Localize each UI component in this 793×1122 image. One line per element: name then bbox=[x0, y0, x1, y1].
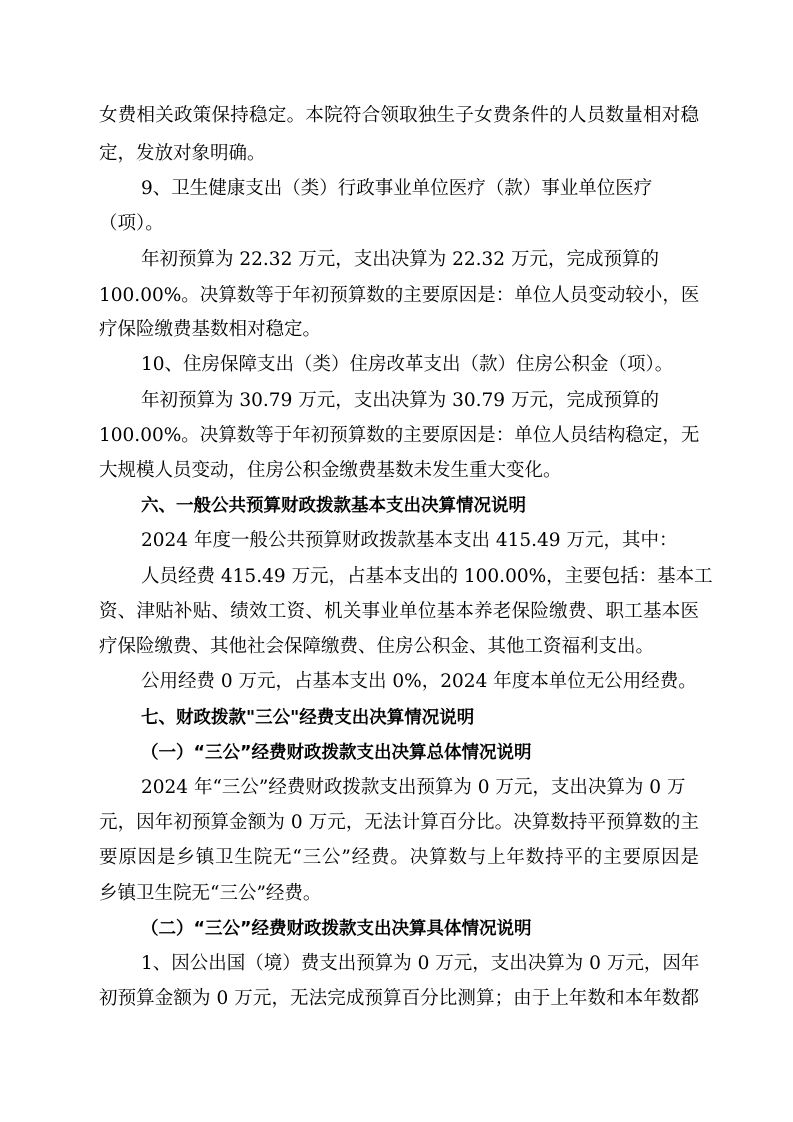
body-line: 疗保险缴费基数相对稳定。 bbox=[99, 319, 322, 340]
subsection-heading: （一）“三公”经费财政拨款支出决算总体情况说明 bbox=[141, 743, 532, 763]
body-line: 2024 年度一般公共预算财政拨款基本支出 415.49 万元，其中： bbox=[141, 530, 678, 551]
body-line: 100.00%。决算数等于年初预算数的主要原因是：单位人员变动较小，医 bbox=[99, 285, 700, 306]
body-line: 大规模人员变动，住房公积金缴费基数未发生重大变化。 bbox=[99, 460, 562, 481]
body-line: 定，发放对象明确。 bbox=[99, 143, 266, 164]
body-line: 2024 年“三公”经费财政拨款支出预算为 0 万元，支出决算为 0 万 bbox=[141, 777, 686, 798]
body-line: 乡镇卫生院无“三公”经费。 bbox=[99, 883, 322, 904]
body-line: 年初预算为 30.79 万元，支出决算为 30.79 万元，完成预算的 bbox=[141, 390, 659, 411]
subsection-heading: （二）“三公”经费财政拨款支出决算具体情况说明 bbox=[141, 919, 532, 939]
body-line: 资、津贴补贴、绩效工资、机关事业单位基本养老保险缴费、职工基本医 bbox=[99, 601, 699, 622]
body-line: 疗保险缴费、其他社会保障缴费、住房公积金、其他工资福利支出。 bbox=[99, 636, 655, 657]
body-line: 公用经费 0 万元，占基本支出 0%，2024 年度本单位无公用经费。 bbox=[141, 671, 697, 692]
body-line: 元，因年初预算金额为 0 万元，无法计算百分比。决算数持平预算数的主 bbox=[99, 812, 699, 833]
body-line: 初预算金额为 0 万元，无法完成预算百分比测算；由于上年数和本年数都 bbox=[99, 988, 699, 1009]
body-line: 要原因是乡镇卫生院无“三公”经费。决算数与上年数持平的主要原因是 bbox=[99, 847, 699, 868]
item-heading: 9、卫生健康支出（类）行政事业单位医疗（款）事业单位医疗 bbox=[141, 178, 653, 199]
item-heading: 10、住房保障支出（类）住房改革支出（款）住房公积金（项）。 bbox=[141, 354, 674, 375]
section-heading: 七、财政拨款"三公"经费支出决算情况说明 bbox=[141, 708, 475, 728]
body-line: 100.00%。决算数等于年初预算数的主要原因是：单位人员结构稳定，无 bbox=[99, 425, 700, 446]
body-line: 1、因公出国（境）费支出预算为 0 万元，支出决算为 0 万元，因年 bbox=[141, 953, 700, 974]
body-line: 人员经费 415.49 万元，占基本支出的 100.00%，主要包括：基本工 bbox=[141, 566, 713, 587]
section-heading: 六、一般公共预算财政拨款基本支出决算情况说明 bbox=[141, 496, 526, 516]
body-line: 女费相关政策保持稳定。本院符合领取独生子女费条件的人员数量相对稳 bbox=[99, 105, 699, 126]
body-line: 年初预算为 22.32 万元，支出决算为 22.32 万元，完成预算的 bbox=[141, 249, 659, 270]
body-line: （项）。 bbox=[99, 213, 164, 234]
